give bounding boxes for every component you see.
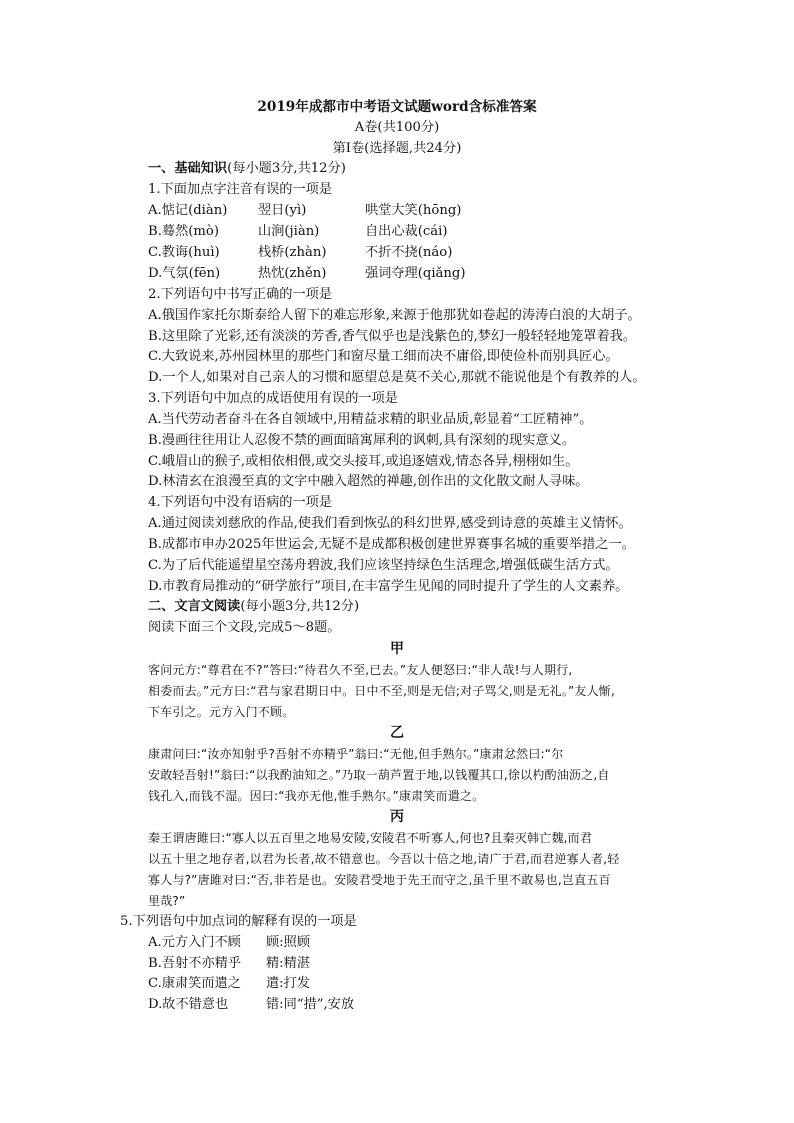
passage-yi-line-3: 钱孔入,而钱不湿。因曰:“我亦无他,惟手熟尔。”康肃笑而遣之。 <box>148 789 485 803</box>
section2-heading-line <box>148 598 359 616</box>
passage-jia-line-3: 下车引之。元方入门不顾。 <box>148 705 295 719</box>
q5-d-phrase: D.故不错意也 <box>148 997 229 1012</box>
q1-c-col3: 不折不挠(náo) <box>365 245 453 260</box>
q1-a-col1: A.惦记(diàn) <box>148 203 228 218</box>
q3-option-b: B.漫画往往用让人忍俊不禁的画面暗寓犀利的讽刺,具有深刻的现实意义。 <box>148 433 575 448</box>
q1-a-col3: 哄堂大笑(hōng) <box>365 203 462 218</box>
q1-row-a <box>148 202 648 220</box>
q2-option-a: A.俄国作家托尔斯泰给人留下的难忘形象,来源于他那犹如卷起的涛涛白浪的大胡子。 <box>148 308 641 323</box>
volume-one-label: 第Ⅰ卷(选择题,共24分) <box>332 141 462 156</box>
passage-yi-line-2: 安敢轻吾射!”翁曰:“以我酌油知之。”乃取一葫芦置于地,以钱覆其口,徐以杓酌油沥之,自 <box>148 768 610 782</box>
q5-row-d <box>148 996 548 1014</box>
q2-stem: 2.下列语句中书写正确的一项是 <box>148 287 333 302</box>
q5-row-b <box>148 955 548 973</box>
q4-option-b: B.成都市申办2025年世运会,无疑不是成都积极创建世界赛事名城的重要举措之一。 <box>148 537 635 552</box>
q4-stem: 4.下列语句中没有语病的一项是 <box>148 495 333 510</box>
passage-yi-label: 乙 <box>390 725 404 741</box>
passage-jia-label: 甲 <box>390 641 404 657</box>
passage-jia-line-2: 相委而去。”元方曰:“君与家君期日中。日中不至,则是无信;对子骂父,则是无礼。”友人惭, <box>148 684 615 698</box>
q5-b-gloss: 精:精湛 <box>266 956 311 971</box>
q1-d-col1: D.气氛(fēn) <box>148 266 221 281</box>
q5-d-gloss: 错:同“措”,安放 <box>266 997 355 1012</box>
q3-stem: 3.下列语句中加点的成语使用有误的一项是 <box>148 391 398 406</box>
q5-row-c <box>148 975 548 993</box>
passage-bing-line-4: 里哉?” <box>148 894 186 908</box>
section2-note: (每小题3分,共12分) <box>240 599 360 614</box>
q3-option-a: A.当代劳动者奋斗在各自领域中,用精益求精的职业品质,彰显着“工匠精神”。 <box>148 412 593 427</box>
q4-option-d: D.市教育局推动的“研学旅行”项目,在丰富学生见闻的同时提升了学生的人文素养。 <box>148 579 629 594</box>
q1-b-col3: 自出心裁(cái) <box>365 224 448 239</box>
passage-yi-line-1: 康肃问曰:“汝亦知射乎?吾射不亦精乎”翁曰:“无他,但手熟尔。”康肃忿然曰:“尔 <box>148 747 564 761</box>
section1-heading-line <box>148 160 346 178</box>
passage-bing-line-1: 秦王谓唐雎曰:“寡人以五百里之地易安陵,安陵君不听寡人,何也?且秦灭韩亡魏,而君 <box>148 831 593 845</box>
q1-row-d <box>148 265 648 283</box>
q1-c-col2: 栈桥(zhàn) <box>258 245 327 260</box>
q5-stem: 5.下列语句中加点词的解释有误的一项是 <box>120 914 357 929</box>
section2-intro: 阅读下面三个文段,完成5～8题。 <box>148 620 341 635</box>
passage-bing-line-3: 寡人与?”唐雎对曰:“否,非若是也。安陵君受地于先王而守之,虽千里不敢易也,岂直五百 <box>148 873 611 887</box>
q1-stem: 1.下面加点字注音有误的一项是 <box>148 182 333 197</box>
q2-option-c: C.大致说来,苏州园林里的那些门和窗尽量工细而决不庸俗,即使俭朴而别具匠心。 <box>148 349 619 364</box>
q1-b-col1: B.蓦然(mò) <box>148 224 219 239</box>
passage-jia-line-1: 客问元方:“尊君在不?”答曰:“待君久不至,已去。”友人便怒曰:“非人哉!与人期行, <box>148 663 573 677</box>
q3-option-d: D.林清玄在浪漫至真的文字中融入超然的禅趣,创作出的文化散文耐人寻味。 <box>148 474 589 489</box>
q5-a-gloss: 顾:照顾 <box>266 935 311 950</box>
q5-a-phrase: A.元方入门不顾 <box>148 935 241 950</box>
part-a-label: A卷(共100分) <box>354 120 440 135</box>
q2-option-d: D.一个人,如果对自己亲人的习惯和愿望总是莫不关心,那就不能说他是个有教养的人。 <box>148 370 646 385</box>
q5-c-gloss: 遣:打发 <box>266 976 311 991</box>
q1-row-c <box>148 244 648 262</box>
q5-b-phrase: B.吾射不亦精乎 <box>148 956 242 971</box>
q1-row-b <box>148 223 648 241</box>
q1-d-col2: 热忱(zhěn) <box>258 266 327 281</box>
document-title: 2019年成都市中考语文试题word含标准答案 <box>257 99 537 115</box>
q5-row-a <box>148 934 548 952</box>
q3-option-c: C.峨眉山的猴子,或相依相偎,或交头接耳,或追逐嬉戏,情态各异,栩栩如生。 <box>148 454 579 469</box>
q5-c-phrase: C.康肃笑而遣之 <box>148 976 241 991</box>
q4-option-a: A.通过阅读刘慈欣的作品,使我们看到恢弘的科幻世界,感受到诗意的英雄主义情怀。 <box>148 516 632 531</box>
q2-option-b: B.这里除了光彩,还有淡淡的芳香,香气似乎也是浅紫色的,梦幻一般轻轻地笼罩着我。 <box>148 329 637 344</box>
section1-heading: 一、基础知识 <box>148 161 228 176</box>
section2-heading: 二、文言文阅读 <box>148 599 241 614</box>
q1-a-col2: 翌日(yì) <box>258 203 307 218</box>
q1-b-col2: 山涧(jiàn) <box>258 224 320 239</box>
q1-c-col1: C.教诲(huì) <box>148 245 220 260</box>
passage-bing-line-2: 以五十里之地存者,以君为长者,故不错意也。今吾以十倍之地,请广于君,而君逆寡人者,轻 <box>148 852 620 866</box>
section1-note: (每小题3分,共12分) <box>227 161 346 176</box>
passage-bing-label: 丙 <box>390 809 404 825</box>
q4-option-c: C.为了后代能遥望星空荡舟碧波,我们应该坚持绿色生活理念,增强低碳生活方式。 <box>148 558 619 573</box>
q1-d-col3: 强词夺理(qiǎng) <box>365 266 466 281</box>
